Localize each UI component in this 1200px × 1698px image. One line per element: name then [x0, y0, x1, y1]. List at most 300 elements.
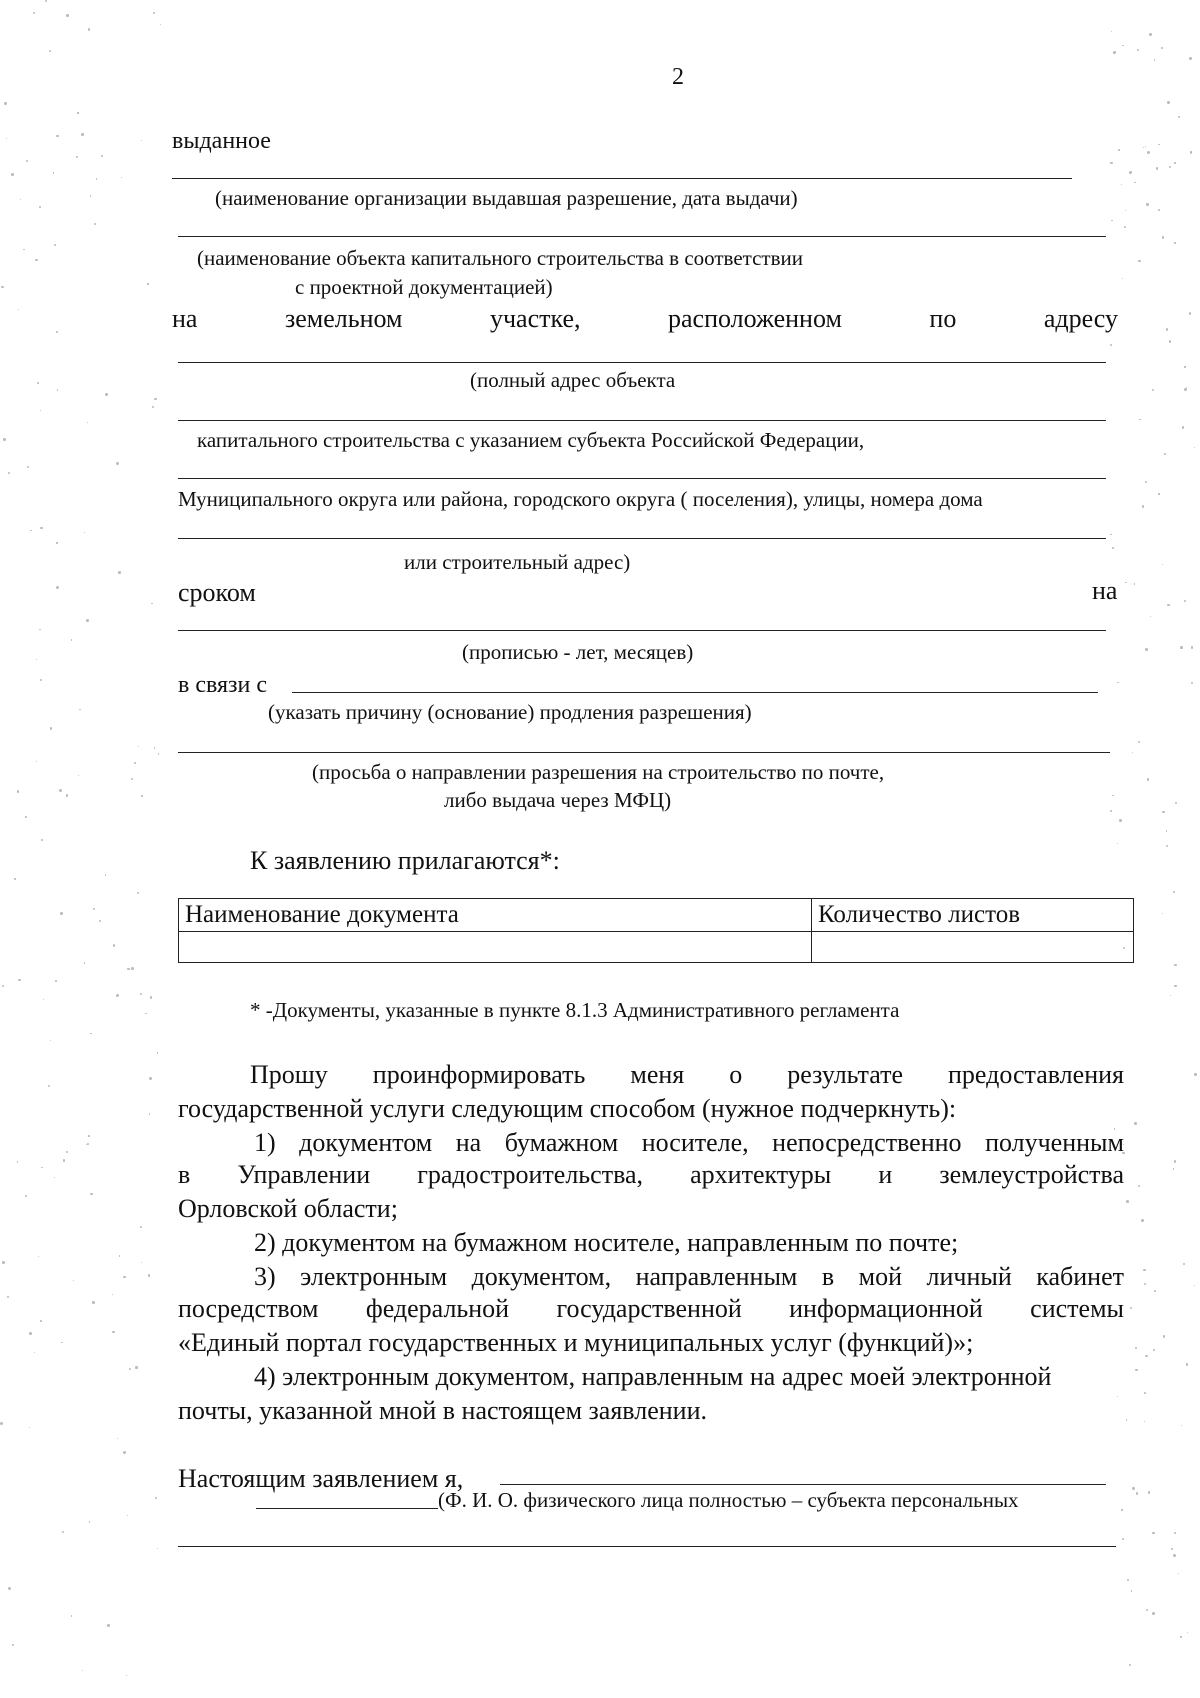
- noise-speck: [1194, 1285, 1195, 1286]
- noise-speck: [1162, 564, 1164, 566]
- noise-speck: [71, 1615, 72, 1616]
- noise-speck: [1131, 1590, 1132, 1591]
- noise-speck: [126, 1675, 127, 1676]
- word: меня: [630, 1060, 685, 1089]
- noise-speck: [25, 816, 27, 818]
- noise-speck: [17, 790, 20, 793]
- word: и: [878, 1160, 893, 1189]
- noise-speck: [2, 1261, 5, 1264]
- noise-speck: [1174, 1160, 1176, 1162]
- word: предоставления: [948, 1060, 1124, 1089]
- noise-speck: [1130, 1307, 1132, 1309]
- noise-speck: [63, 1159, 65, 1161]
- address-caption-1: (полный адрес объекта: [470, 368, 676, 392]
- reason-caption: (указать причину (основание) продления разрешения): [268, 700, 752, 724]
- noise-speck: [56, 331, 58, 333]
- table-header-cell: Количество листов: [812, 899, 1134, 932]
- noise-speck: [1143, 147, 1144, 148]
- noise-speck: [1129, 1664, 1131, 1666]
- noise-speck: [1145, 146, 1146, 147]
- noise-speck: [1118, 149, 1120, 151]
- table-header-row: [179, 899, 1134, 932]
- option3-line2: [178, 1294, 1124, 1324]
- noise-speck: [145, 1013, 147, 1015]
- option4-line1: 4) электронным документом, направленным на адрес моей электронной: [254, 1362, 1052, 1391]
- address-line-3: [178, 478, 1106, 479]
- noise-speck: [105, 393, 107, 395]
- noise-speck: [87, 422, 88, 423]
- noise-speck: [154, 398, 157, 401]
- noise-speck: [1132, 1487, 1134, 1489]
- noise-speck: [56, 586, 59, 589]
- noise-speck: [1143, 1269, 1146, 1272]
- noise-speck: [127, 1515, 129, 1517]
- noise-speck: [138, 746, 139, 747]
- noise-speck: [1154, 59, 1156, 61]
- noise-speck: [49, 50, 51, 52]
- noise-speck: [112, 1294, 113, 1295]
- noise-speck: [62, 1531, 64, 1533]
- noise-speck: [66, 794, 69, 797]
- noise-speck: [12, 1644, 14, 1646]
- noise-speck: [1117, 843, 1118, 844]
- noise-speck: [1145, 648, 1148, 651]
- noise-speck: [1174, 964, 1177, 967]
- noise-speck: [1141, 1219, 1144, 1222]
- noise-speck: [60, 912, 63, 915]
- noise-speck: [82, 1670, 83, 1671]
- noise-speck: [1189, 57, 1192, 60]
- noise-speck: [50, 727, 53, 730]
- noise-speck: [1167, 604, 1169, 606]
- noise-speck: [94, 223, 96, 225]
- noise-speck: [1145, 1355, 1148, 1358]
- noise-speck: [1158, 209, 1160, 211]
- noise-speck: [1175, 802, 1177, 804]
- word: мой: [858, 1262, 902, 1291]
- attachments-footnote: * -Документы, указанные в пункте 8.1.3 Административного регламента: [250, 998, 900, 1022]
- land-word: расположенном: [667, 304, 842, 333]
- noise-speck: [92, 1301, 94, 1303]
- word: личный: [926, 1262, 1012, 1291]
- word: бумажном: [504, 1128, 619, 1157]
- noise-speck: [1169, 340, 1171, 342]
- word: землеустройства: [939, 1160, 1124, 1189]
- noise-speck: [99, 920, 101, 922]
- noise-speck: [1134, 583, 1135, 584]
- noise-speck: [40, 410, 41, 411]
- word: Управлении: [237, 1160, 371, 1189]
- noise-speck: [1119, 819, 1122, 822]
- issued-label: выданное: [172, 128, 271, 154]
- word: посредством: [178, 1294, 319, 1323]
- noise-speck: [7, 1296, 9, 1298]
- consent-line: [500, 1484, 1106, 1485]
- noise-speck: [131, 778, 133, 780]
- noise-speck: [1147, 778, 1150, 781]
- noise-speck: [1167, 101, 1170, 104]
- noise-speck: [1113, 51, 1116, 54]
- noise-speck: [1171, 1548, 1173, 1550]
- noise-speck: [1135, 1347, 1137, 1349]
- noise-speck: [1121, 1509, 1122, 1510]
- noise-speck: [0, 1422, 3, 1425]
- noise-speck: [1184, 388, 1187, 391]
- word: кабинет: [1036, 1262, 1124, 1291]
- noise-speck: [158, 753, 159, 754]
- noise-speck: [153, 12, 155, 14]
- term-label: сроком: [178, 578, 256, 607]
- noise-speck: [40, 679, 42, 681]
- noise-speck: [113, 944, 116, 947]
- page-number: 2: [672, 64, 684, 90]
- noise-speck: [61, 1342, 63, 1344]
- noise-speck: [118, 571, 121, 574]
- noise-speck: [30, 530, 31, 531]
- noise-speck: [1152, 1532, 1154, 1534]
- noise-speck: [8, 1587, 11, 1590]
- noise-speck: [1162, 811, 1164, 813]
- noise-speck: [1173, 1168, 1174, 1169]
- noise-speck: [56, 135, 59, 138]
- noise-speck: [1110, 534, 1112, 536]
- noise-speck: [1135, 1369, 1138, 1372]
- noise-speck: [1129, 171, 1132, 174]
- noise-speck: [23, 249, 25, 251]
- option3-line1: [254, 1262, 1124, 1292]
- noise-speck: [149, 1077, 152, 1080]
- noise-speck: [152, 406, 154, 408]
- noise-speck: [45, 0, 47, 2]
- term-line: [178, 630, 1106, 631]
- object-line: [178, 236, 1106, 237]
- address-line-1: [178, 362, 1106, 363]
- word: документом,: [471, 1262, 612, 1291]
- noise-speck: [1122, 1538, 1124, 1540]
- noise-speck: [55, 980, 57, 982]
- noise-speck: [149, 1113, 150, 1114]
- noise-speck: [1144, 1392, 1146, 1394]
- noise-speck: [1184, 366, 1185, 367]
- noise-speck: [160, 24, 161, 25]
- noise-speck: [66, 14, 69, 17]
- noise-speck: [1144, 1283, 1146, 1285]
- noise-speck: [84, 532, 85, 533]
- noise-speck: [107, 1624, 110, 1627]
- noise-speck: [4, 102, 6, 104]
- consent-line-2: [178, 1546, 1116, 1547]
- noise-speck: [26, 160, 28, 162]
- noise-speck: [1178, 116, 1180, 118]
- noise-speck: [20, 199, 21, 200]
- word: направленным: [635, 1262, 798, 1291]
- table-cell: [812, 932, 1134, 963]
- noise-speck: [1189, 312, 1192, 315]
- noise-speck: [141, 1262, 143, 1264]
- noise-speck: [112, 1331, 115, 1334]
- noise-speck: [1178, 1573, 1179, 1574]
- noise-speck: [1181, 1425, 1182, 1426]
- noise-speck: [155, 1497, 157, 1499]
- noise-speck: [137, 892, 139, 894]
- noise-speck: [54, 244, 56, 246]
- noise-speck: [14, 878, 15, 879]
- noise-speck: [1182, 426, 1184, 428]
- noise-speck: [141, 140, 142, 141]
- noise-speck: [1127, 1579, 1130, 1582]
- noise-speck: [54, 1177, 55, 1178]
- noise-speck: [1174, 242, 1175, 243]
- reason-line: [292, 692, 1098, 693]
- noise-speck: [33, 12, 35, 14]
- noise-speck: [101, 155, 103, 157]
- noise-speck: [1134, 182, 1135, 183]
- noise-speck: [59, 789, 62, 792]
- noise-speck: [123, 1451, 126, 1454]
- word: электронным: [300, 1262, 448, 1291]
- noise-speck: [1138, 1185, 1140, 1187]
- noise-speck: [3, 438, 6, 441]
- noise-speck: [6, 138, 7, 139]
- noise-speck: [1162, 236, 1165, 239]
- object-caption-line2: с проектной документацией): [295, 275, 553, 299]
- noise-speck: [140, 1226, 142, 1228]
- noise-speck: [78, 775, 79, 776]
- noise-speck: [2, 985, 5, 988]
- address-line-2: [178, 420, 1106, 421]
- noise-speck: [116, 994, 119, 997]
- noise-speck: [1145, 481, 1148, 484]
- option1-line3: Орловской области;: [178, 1194, 398, 1223]
- noise-speck: [48, 1085, 50, 1087]
- noise-speck: [1194, 447, 1195, 448]
- noise-speck: [1174, 162, 1176, 164]
- noise-speck: [121, 177, 122, 178]
- noise-speck: [39, 629, 41, 631]
- table-cell: [179, 932, 812, 963]
- noise-speck: [39, 206, 41, 208]
- option1-line2: [178, 1160, 1124, 1190]
- word: Прошу: [250, 1060, 328, 1089]
- delivery-caption-line1: (просьба о направлении разрешения на строительство по почте,: [312, 760, 885, 784]
- land-word: адресу: [1043, 304, 1118, 333]
- noise-speck: [129, 1368, 131, 1370]
- noise-speck: [18, 979, 20, 981]
- word: носителе,: [641, 1128, 749, 1157]
- attachments-table: [178, 898, 1134, 963]
- noise-speck: [36, 761, 37, 762]
- noise-speck: [1117, 1396, 1118, 1397]
- noise-speck: [1150, 616, 1151, 617]
- noise-speck: [1137, 49, 1139, 51]
- address-caption-4: или строительный адрес): [404, 550, 631, 574]
- noise-speck: [1117, 682, 1118, 683]
- word: 3): [254, 1262, 276, 1291]
- noise-speck: [135, 1366, 138, 1369]
- noise-speck: [1121, 184, 1122, 185]
- word: информационной: [789, 1294, 983, 1323]
- noise-speck: [1110, 162, 1112, 164]
- word: архитектуры: [690, 1160, 832, 1189]
- noise-speck: [79, 709, 80, 710]
- noise-speck: [157, 1052, 158, 1053]
- noise-speck: [1169, 166, 1171, 168]
- word: системы: [1030, 1294, 1124, 1323]
- noise-speck: [1139, 419, 1140, 420]
- noise-speck: [1161, 47, 1163, 49]
- noise-speck: [131, 967, 134, 970]
- address-line-4: [178, 538, 1106, 539]
- noise-speck: [93, 908, 95, 910]
- noise-speck: [29, 1427, 31, 1429]
- noise-speck: [1158, 144, 1159, 145]
- noise-speck: [82, 133, 84, 135]
- noise-speck: [71, 639, 72, 640]
- noise-speck: [40, 527, 43, 530]
- word: в: [178, 1160, 191, 1189]
- option2: 2) документом на бумажном носителе, направленным по почте;: [254, 1228, 959, 1257]
- noise-speck: [1190, 151, 1192, 153]
- noise-speck: [1147, 151, 1150, 154]
- noise-speck: [1152, 1612, 1155, 1615]
- noise-speck: [123, 1276, 125, 1278]
- noise-speck: [88, 1135, 90, 1137]
- noise-speck: [90, 1033, 91, 1034]
- noise-speck: [66, 1151, 68, 1153]
- noise-speck: [1134, 1122, 1137, 1125]
- noise-speck: [41, 1167, 42, 1168]
- noise-speck: [1173, 891, 1175, 893]
- noise-speck: [1125, 210, 1126, 211]
- noise-speck: [1132, 752, 1133, 753]
- term-label-right: на: [1092, 576, 1118, 605]
- noise-speck: [57, 389, 59, 391]
- noise-speck: [18, 309, 19, 310]
- land-word: на: [172, 304, 198, 333]
- noise-speck: [1187, 1632, 1188, 1633]
- noise-speck: [1112, 547, 1114, 549]
- term-caption: (прописью - лет, месяцев): [462, 640, 694, 664]
- issued-caption: (наименование организации выдавшая разрешение, дата выдачи): [215, 186, 798, 210]
- noise-speck: [1110, 344, 1112, 346]
- noise-speck: [1166, 328, 1169, 331]
- noise-speck: [8, 472, 10, 474]
- land-word: по: [929, 304, 957, 333]
- noise-speck: [1191, 646, 1194, 649]
- word: полученным: [985, 1128, 1124, 1157]
- noise-speck: [11, 173, 14, 176]
- noise-speck: [1174, 1532, 1176, 1534]
- inform-p1-line1: [250, 1060, 1124, 1090]
- address-caption-3: Муниципального округа или района, городского округа ( поселения), улицы, номера дома: [178, 487, 983, 511]
- word: градостроительства,: [417, 1160, 644, 1189]
- noise-speck: [117, 1438, 118, 1439]
- noise-speck: [1110, 810, 1112, 812]
- noise-speck: [38, 1256, 39, 1257]
- noise-speck: [119, 1255, 120, 1256]
- noise-speck: [1194, 1073, 1197, 1076]
- noise-speck: [43, 999, 44, 1000]
- noise-speck: [96, 178, 97, 179]
- noise-speck: [1180, 1636, 1181, 1637]
- land-word: участке,: [489, 304, 581, 333]
- noise-speck: [41, 839, 43, 841]
- noise-speck: [37, 382, 39, 384]
- noise-speck: [87, 1143, 89, 1145]
- noise-speck: [1184, 600, 1186, 602]
- noise-speck: [1156, 167, 1159, 170]
- noise-speck: [1138, 741, 1140, 743]
- noise-speck: [25, 1195, 27, 1197]
- noise-speck: [77, 112, 78, 113]
- noise-speck: [84, 962, 85, 963]
- noise-speck: [1186, 1363, 1189, 1366]
- land-word: земельном: [284, 304, 403, 333]
- noise-speck: [157, 1548, 158, 1549]
- noise-speck: [134, 762, 136, 764]
- noise-speck: [154, 747, 155, 748]
- delivery-caption-line2: либо выдача через МФЦ): [444, 788, 672, 812]
- noise-speck: [1125, 582, 1127, 584]
- noise-speck: [140, 993, 142, 995]
- inform-p1-line2: государственной услуги следующим способом (нужное подчеркнуть):: [178, 1094, 957, 1123]
- noise-speck: [150, 996, 153, 999]
- noise-speck: [17, 1161, 18, 1162]
- attachments-heading: К заявлению прилагаются*:: [250, 846, 560, 875]
- noise-speck: [29, 1332, 32, 1335]
- noise-speck: [86, 619, 89, 622]
- noise-speck: [1126, 1200, 1129, 1203]
- noise-speck: [73, 1280, 74, 1281]
- noise-speck: [1138, 260, 1141, 263]
- noise-speck: [88, 28, 91, 31]
- noise-speck: [53, 172, 55, 174]
- option1-line1: [254, 1128, 1124, 1158]
- noise-speck: [90, 1193, 92, 1195]
- noise-speck: [1174, 985, 1177, 988]
- noise-speck: [1122, 45, 1123, 46]
- noise-speck: [1142, 505, 1145, 508]
- table-header-cell: Наименование документа: [179, 899, 812, 932]
- noise-speck: [1191, 682, 1193, 684]
- issued-line: [172, 178, 1072, 179]
- noise-speck: [151, 603, 153, 605]
- noise-speck: [1166, 845, 1168, 847]
- word: федеральной: [365, 1294, 510, 1323]
- option3-line3: «Единый портал государственных и муниципальных услуг (функций)»;: [178, 1328, 974, 1357]
- noise-speck: [1173, 1554, 1176, 1557]
- noise-speck: [141, 795, 142, 796]
- word: 1): [254, 1128, 276, 1157]
- noise-speck: [76, 156, 78, 158]
- address-caption-2: капитального строительства с указанием субъекта Российской Федерации,: [197, 428, 865, 452]
- noise-speck: [56, 542, 57, 543]
- option4-line2: почты, указанной мной в настоящем заявлении.: [178, 1396, 707, 1425]
- consent-caption: (Ф. И. О. физического лица полностью – субъекта персональных: [438, 1488, 1019, 1512]
- reason-label: в связи с: [178, 672, 268, 698]
- noise-speck: [148, 1274, 151, 1277]
- noise-speck: [1180, 646, 1183, 649]
- noise-speck: [27, 466, 29, 468]
- noise-speck: [147, 283, 148, 284]
- word: непосредственно: [772, 1128, 962, 1157]
- noise-speck: [1126, 1419, 1128, 1421]
- noise-speck: [1154, 1290, 1156, 1292]
- noise-speck: [90, 195, 91, 196]
- noise-speck: [1164, 453, 1166, 455]
- noise-speck: [35, 259, 37, 261]
- object-caption-line1: (наименование объекта капитального строительства в соответствии: [197, 246, 803, 270]
